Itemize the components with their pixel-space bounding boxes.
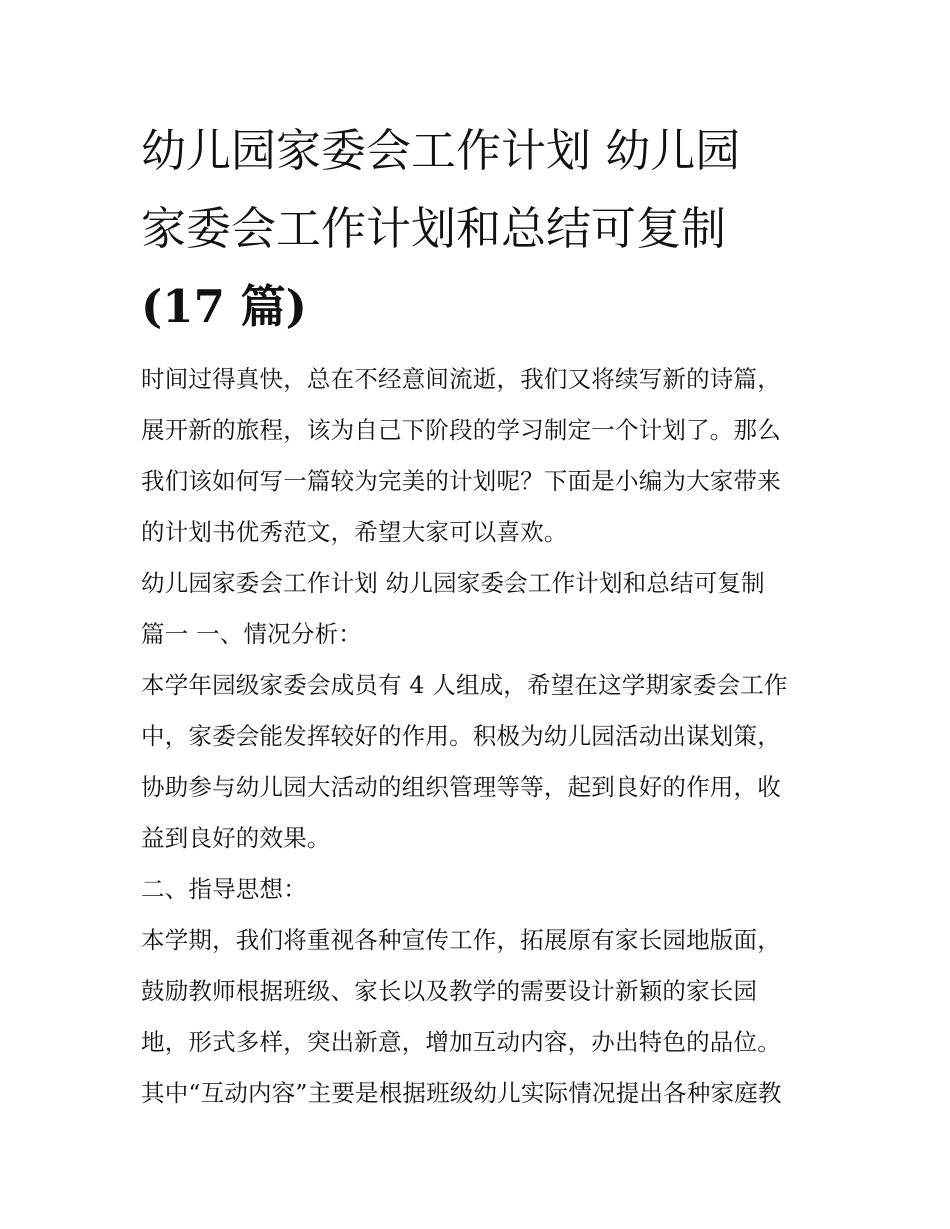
document-title xyxy=(141,112,813,346)
section-heading-situation: 幼儿园家委会工作计划 幼儿园家委会工作计划和总结可复制 篇一 一、情况分析： xyxy=(141,569,765,648)
section-heading-guidance: 二、指导思想： xyxy=(141,875,307,903)
guidance-paragraph: 本学期，我们将重视各种宣传工作，拓展原有家长园地版面， 鼓励教师根据班级、家长以及教学的需要设计新颖的家长园 地，形式多样，突出新意，增加互动内容，办出特色的品位。 其中“互动内容”主要是根据班级幼儿实际情况提出各种家庭教 xyxy=(141,926,782,1107)
title-line-2: 家委会工作计划和总结可复制 xyxy=(141,202,727,255)
situation-paragraph: 本学年园级家委会成员有 4 人组成，希望在这学期家委会工作 中，家委会能发挥较好的作用。积极为幼儿园活动出谋划策， 协助参与幼儿园大活动的组织管理等等，起到良好的作用，收 益到良好的效果。 xyxy=(141,671,788,852)
document-body xyxy=(141,112,813,1119)
title-line-3: (17 篇) xyxy=(141,280,307,333)
title-line-1: 幼儿园家委会工作计划 幼儿园 xyxy=(141,124,741,177)
intro-paragraph: 时间过得真快，总在不经意间流逝，我们又将续写新的诗篇， 展开新的旅程，该为自己下阶段的学习制定一个计划了。那么 我们该如何写一篇较为完美的计划呢？下面是小编为大家带来 的计划书优秀范文，希望大家可以喜欢。 xyxy=(141,365,781,546)
